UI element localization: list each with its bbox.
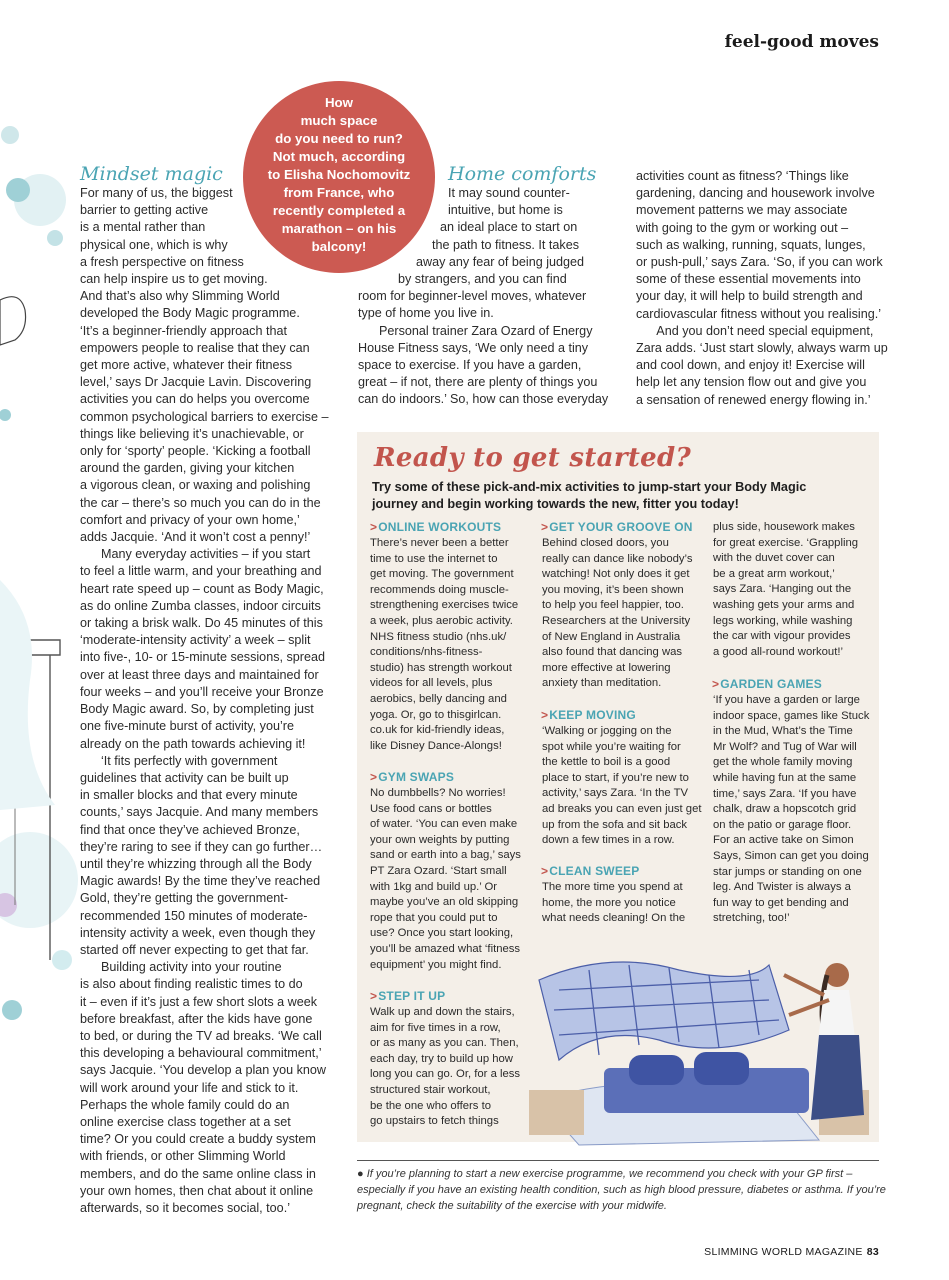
text-line: aerobics, belly dancing and [370, 692, 507, 705]
text-line: type of home you live in. [358, 306, 494, 321]
text-line: guidelines that activity can be built up [80, 770, 289, 785]
panel-title: Ready to get started? [374, 443, 691, 473]
tip-heading-gym-swaps [370, 770, 454, 784]
text-line: ‘If you have a garden or large [713, 694, 860, 706]
tip-title: STEP IT UP [378, 989, 446, 1003]
mindset-heading: Mindset magic [80, 163, 223, 185]
text-line: a sensation of renewed energy flowing in.’ [636, 392, 871, 407]
tip-heading-clean-sweep [541, 864, 639, 878]
text-line: And you don’t need special equipment, [636, 323, 874, 338]
text-line: House Fitness says, ‘We only need a tiny [358, 340, 589, 355]
text-line: it – even if it’s just a few short slots a week [80, 994, 318, 1009]
text-line: with the duvet cover can [713, 552, 835, 565]
text-line: and cool down, and enjoy it! Exercise will [636, 358, 865, 373]
text-line: star jumps or standing on one [713, 865, 862, 878]
text-line: things like believing it’s unachievable, or [80, 426, 304, 441]
text-line: on the patio or garage floor. [713, 818, 852, 831]
text-line: equipment’ you might find. [370, 958, 502, 971]
pull-quote-line: much space [300, 113, 378, 128]
text-line: Perhaps the whole family could do an [80, 1097, 290, 1112]
text-line: you’ll be amazed what ‘fitness [370, 942, 521, 955]
pull-quote-line: from France, who [283, 185, 395, 200]
text-line: can do indoors.’ So, how can those everyday [358, 392, 609, 407]
text-line: Body Magic award. So, by completing just [80, 702, 314, 717]
disclaimer [357, 1166, 886, 1214]
text-line: into five-, 10- or 15-minute sessions, spread [80, 650, 325, 665]
text-line: this developing a behavioural commitment,’ [80, 1046, 322, 1061]
text-line: go upstairs to fetch things [370, 1115, 499, 1128]
text-line: aim for five times in a row, [370, 1021, 501, 1034]
tip-body-garden-games [713, 693, 869, 927]
page-number: 83 [866, 1246, 879, 1258]
text-line: four weeks – and you’ll receive your Bronze [80, 684, 324, 699]
text-line: activities you can do helps you overcome [80, 392, 310, 407]
text-line: get the whole family moving [713, 756, 853, 769]
text-line: activity,’ says Zara. ‘In the TV [542, 787, 689, 800]
chevron-right-icon: > [541, 708, 549, 722]
text-line: the kettle to boil is a good [542, 756, 671, 769]
text-line: over at least three days and maintained for [80, 667, 319, 682]
page-footer [704, 1246, 879, 1258]
text-line: or as many as you can. Then, [370, 1037, 519, 1050]
text-line: while having fun at the same [713, 771, 857, 784]
text-line: empowers people to realise that they can [80, 340, 310, 355]
section-tag: feel-good moves [724, 32, 879, 52]
disclaimer-line [357, 1166, 886, 1182]
text-line: afterwards, so it becomes social, too.’ [80, 1200, 290, 1215]
text-line: intensity activity a week, even though they [80, 925, 316, 940]
text-line: Building activity into your routine [80, 960, 282, 975]
text-line: to bed, or during the TV ad breaks. ‘We call [80, 1028, 322, 1043]
text-line: sand or earth into a bag,’ says [370, 849, 521, 862]
text-line: movement patterns we may associate [636, 203, 848, 218]
text-line: washing gets your arms and [713, 598, 855, 611]
decorative-watercolour-art [0, 0, 80, 1280]
text-line: For many of us, the biggest [80, 186, 233, 200]
text-line: fun way to get bending and [713, 896, 849, 909]
text-line: with going to the gym or working out – [636, 220, 849, 235]
text-line: will work around your life and stick to it. [80, 1080, 299, 1095]
text-line: find that once they’ve achieved Bronze, [80, 822, 300, 837]
text-line: watching! Not only does it get [542, 568, 690, 581]
text-line: studio) has strength workout [370, 661, 512, 674]
pull-quote-line: recently completed a [272, 203, 406, 218]
text-line: long you can go. Or, for a less [370, 1068, 521, 1081]
text-line: away any fear of being judged [416, 254, 585, 269]
text-line: time,’ says Zara. ‘If you have [713, 787, 857, 800]
text-line: room for beginner-level moves, whatever [358, 289, 587, 304]
tip-title: CLEAN SWEEP [549, 864, 640, 878]
text-line: recommended 150 minutes of moderate- [80, 908, 308, 923]
tip-body-clean-sweep [542, 880, 685, 927]
text-line: really can dance like nobody’s [542, 552, 693, 565]
tip-body-gym-swaps [370, 786, 521, 973]
home-comforts-body [358, 185, 608, 409]
text-line: adds Jacquie. ‘And it won’t cost a penny!’ [80, 530, 311, 545]
text-line: structured stair workout, [370, 1083, 491, 1096]
text-line: barrier to getting active [80, 203, 209, 218]
text-line: in the Mud, What’s the Time [713, 725, 853, 738]
pull-quote-line: How [324, 95, 354, 110]
pull-quote-line: Not much, according [272, 149, 406, 164]
text-line: by strangers, and you can find [398, 272, 567, 287]
chevron-right-icon: > [712, 677, 720, 691]
text-line: a week, plus aerobic activity. [370, 614, 513, 627]
chevron-right-icon: > [370, 770, 378, 784]
text-line: to help you feel happier, too. [542, 599, 684, 612]
text-line: heart rate speed up – count as Body Magic, [80, 581, 324, 596]
text-line: cardiovascular fitness without you realising.’ [636, 306, 881, 321]
text-line: co.uk for kid-friendly ideas, [370, 724, 505, 737]
text-line: they’re raring to see if they can go further… [80, 839, 323, 854]
text-line: more effective at lowering [542, 661, 671, 674]
tip-title: GET YOUR GROOVE ON [549, 520, 693, 534]
text-line: of New England in Australia [542, 630, 681, 643]
text-line: also found that dancing was [542, 646, 683, 659]
text-line: such as walking, running, squats, lunges, [636, 237, 866, 252]
disclaimer-divider [357, 1160, 879, 1161]
tip-heading-get-your-groove-on [541, 520, 693, 534]
text-line: is a mental rather than [80, 220, 206, 235]
text-line: help let any tension flow out and give you [636, 375, 867, 390]
text-line: already on the path towards achieving it! [80, 736, 306, 751]
text-line: developed the Body Magic programme. [80, 306, 300, 321]
text-line: up from the sofa and sit back [542, 818, 688, 831]
text-line: is also about finding realistic times to do [80, 977, 303, 992]
text-line: common psychological barriers to exercise – [80, 409, 329, 424]
bullet-icon: ● [357, 1168, 364, 1180]
text-line: you moving, it’s been shown [542, 583, 684, 596]
text-line: leg. And Twister is always a [713, 881, 851, 894]
text-line: NHS fitness studio (nhs.uk/ [370, 630, 507, 643]
text-line: only for ‘sporty’ people. ‘Kicking a football [80, 444, 311, 459]
text-line: Personal trainer Zara Ozard of Energy [358, 323, 593, 338]
text-line: be a great arm workout,’ [713, 567, 835, 580]
text-line: around the garden, giving your kitchen [80, 461, 295, 476]
text-line: started off never expecting to get that far. [80, 942, 309, 957]
text-line: legs working, while washing [713, 614, 853, 627]
text-line: Walk up and down the stairs, [370, 1006, 515, 1018]
text-line: maybe you’ve an old skipping [370, 896, 519, 909]
text-line: There’s never been a better [370, 537, 509, 549]
text-line: Magic awards! By the time they’ve reached [80, 874, 321, 889]
text-line: place to start, if you’re new to [542, 771, 689, 784]
text-line: to feel a little warm, and your breathing and [80, 564, 322, 579]
disclaimer-text: If you’re planning to start a new exercise programme, we recommend you check with your GP first – [366, 1168, 853, 1180]
chevron-right-icon: > [370, 989, 378, 1003]
text-line: ‘It’s a beginner-friendly approach that [80, 323, 287, 338]
text-line: be the one who offers to [370, 1099, 492, 1112]
text-line: Says, Simon can get you doing [713, 849, 869, 862]
chevron-right-icon: > [370, 520, 378, 534]
text-line: an ideal place to start on [440, 220, 578, 235]
text-line: activities count as fitness? ‘Things like [636, 169, 849, 183]
text-line: comfort and privacy of your own home,’ [80, 512, 300, 527]
text-line: get more active, whatever their fitness [80, 358, 293, 373]
pull-quote-line: to Elisha Nochomovitz [267, 167, 411, 182]
panel-intro-line: Try some of these pick-and-mix activities to jump-start your Body Magic [372, 480, 807, 494]
text-line: home, the more you notice [542, 896, 676, 909]
text-line: level,’ says Dr Jacquie Lavin. Discovering [80, 375, 312, 390]
text-line: of water. ‘You can even make [370, 818, 518, 831]
text-line: until they’re whizzing through all the Body [80, 856, 312, 871]
text-line: time to use the internet to [370, 552, 498, 565]
tip-body-get-your-groove-on [542, 536, 693, 692]
text-line: yoga. Or, go to thisgirlcan. [370, 708, 502, 721]
text-line: Gold, they’re getting the government- [80, 891, 288, 906]
text-line: Mr Wolf? and Tug of War will [713, 740, 857, 753]
tip-body-clean-sweep-continued [713, 520, 858, 660]
text-line: for great exercise. ‘Grappling [713, 536, 859, 549]
tip-body-online-workouts [370, 536, 518, 754]
text-line: your own weights by putting [370, 833, 510, 846]
tip-title: GARDEN GAMES [720, 677, 822, 691]
tip-title: ONLINE WORKOUTS [378, 520, 502, 534]
text-line: ‘It fits perfectly with government [80, 753, 278, 768]
text-line: the car with vigour provides [713, 630, 851, 643]
text-line: a good all-round workout!’ [713, 645, 843, 658]
text-line: It may sound counter- [448, 186, 570, 200]
text-line: ‘moderate-intensity activity’ a week – split [80, 633, 311, 648]
panel-intro [372, 479, 806, 513]
text-line: get moving. The government [370, 568, 514, 581]
text-line: one five-minute burst of activity, you’re [80, 719, 294, 734]
mindset-body [80, 185, 328, 1217]
text-line: use? Once you start looking, [370, 927, 514, 940]
text-line: chalk, draw a hopscotch grid [713, 803, 857, 816]
background-watercolour-wash [0, 560, 70, 810]
magazine-name: SLIMMING WORLD MAGAZINE [704, 1246, 863, 1258]
text-line: in smaller blocks and that every minute [80, 788, 298, 803]
text-line: your own homes, then chat about it online [80, 1183, 314, 1198]
text-line: time? Or you could create a buddy system [80, 1132, 316, 1147]
text-line: each day, try to build up how [370, 1052, 513, 1065]
tip-heading-step-it-up [370, 989, 445, 1003]
text-line: PT Zara Ozard. ‘Start small [370, 864, 507, 877]
pull-quote-line: marathon – on his [281, 221, 397, 236]
text-line: conditions/nhs-fitness- [370, 646, 483, 659]
tip-title: GYM SWAPS [378, 770, 455, 784]
text-line: counts,’ says Jacquie. And many members [80, 805, 319, 820]
text-line: says Zara. ‘Hanging out the [713, 583, 852, 596]
text-line: Many everyday activities – if you start [80, 547, 311, 562]
text-line: For an active take on Simon [713, 834, 854, 847]
text-line: Researchers at the University [542, 614, 691, 627]
chevron-right-icon: > [541, 864, 549, 878]
chevron-right-icon: > [541, 520, 549, 534]
text-line: like Disney Dance-Alongs! [370, 739, 502, 752]
text-line: And that’s also why Slimming World [80, 289, 280, 304]
text-line: the car – there’s so much you can do in the [80, 495, 321, 510]
text-line: great – if not, there are plenty of things you [358, 375, 598, 390]
text-line: intuitive, but home is [448, 203, 563, 218]
home-comforts-heading: Home comforts [448, 163, 597, 185]
text-line: physical one, which is why [80, 237, 228, 252]
text-line: with friends, or other Slimming World [80, 1149, 286, 1164]
tip-heading-keep-moving [541, 708, 636, 722]
panel-intro-line: journey and begin working towards the new, fitter you today! [372, 497, 739, 511]
text-line: Zara adds. ‘Just start slowly, always warm up [636, 341, 888, 356]
text-line: members, and do the same online class in [80, 1166, 316, 1181]
text-line: a vigorous clean, or waxing and polishing [80, 478, 311, 493]
text-line: recommends doing muscle- [370, 583, 509, 596]
text-line: anxiety than meditation. [542, 677, 662, 690]
text-line: can help inspire us to get moving. [80, 272, 268, 287]
text-line: ‘Walking or jogging on the [542, 725, 672, 737]
text-line: indoor space, games like Stuck [713, 709, 870, 722]
text-line: a fresh perspective on fitness [80, 254, 244, 269]
text-line: space to exercise. If you have a garden, [358, 358, 582, 373]
text-line: with 1kg and build up.’ Or [370, 880, 498, 893]
text-line: what needs cleaning! On the [542, 912, 686, 925]
text-line: videos for all levels, plus [370, 677, 493, 690]
text-line: says Jacquie. ‘You develop a plan you know [80, 1063, 326, 1078]
text-line: spot while you’re waiting for [542, 740, 681, 753]
text-line: some of these essential movements into [636, 272, 861, 287]
text-line: as do online Zumba classes, indoor circuits [80, 598, 321, 613]
text-line: rope that you could put to [370, 911, 498, 924]
text-line: or taking a brisk walk. Do 45 minutes of this [80, 616, 323, 631]
text-line: gardening, dancing and housework involve [636, 186, 875, 201]
disclaimer-line: pregnant, check the suitability of the exercise with your midwife. [357, 1200, 667, 1212]
text-line: before breakfast, after the kids have gone [80, 1011, 313, 1026]
text-line: strengthening exercises twice [370, 599, 519, 612]
text-line: stretching, too!’ [713, 912, 790, 925]
pull-quote-line: balcony! [311, 239, 367, 254]
text-line: ad breaks you can even just get [542, 802, 702, 815]
tip-body-step-it-up [370, 1005, 520, 1130]
text-line: down a few times in a row. [542, 834, 675, 847]
text-line: The more time you spend at [542, 881, 683, 893]
text-line: your day, it will help to build strength and [636, 289, 863, 304]
text-line: online exercise class together at a set [80, 1114, 291, 1129]
pull-quote-line: do you need to run? [275, 131, 403, 146]
disclaimer-line: especially if you have an existing health condition, such as high blood pressure, diabetes or asthma. If you’re [357, 1184, 886, 1196]
text-line: Use food cans or bottles [370, 802, 492, 815]
home-comforts-continued [636, 168, 888, 409]
tip-heading-online-workouts [370, 520, 501, 534]
text-line: the path to fitness. It takes [432, 237, 580, 252]
text-line: No dumbbells? No worries! [370, 787, 506, 799]
text-line: plus side, housework makes [713, 521, 855, 533]
tip-heading-garden-games [712, 677, 822, 691]
text-line: Behind closed doors, you [542, 537, 669, 549]
tip-body-keep-moving [542, 724, 702, 849]
tip-title: KEEP MOVING [549, 708, 636, 722]
text-line: or push-pull,’ says Zara. ‘So, if you can work [636, 255, 883, 270]
